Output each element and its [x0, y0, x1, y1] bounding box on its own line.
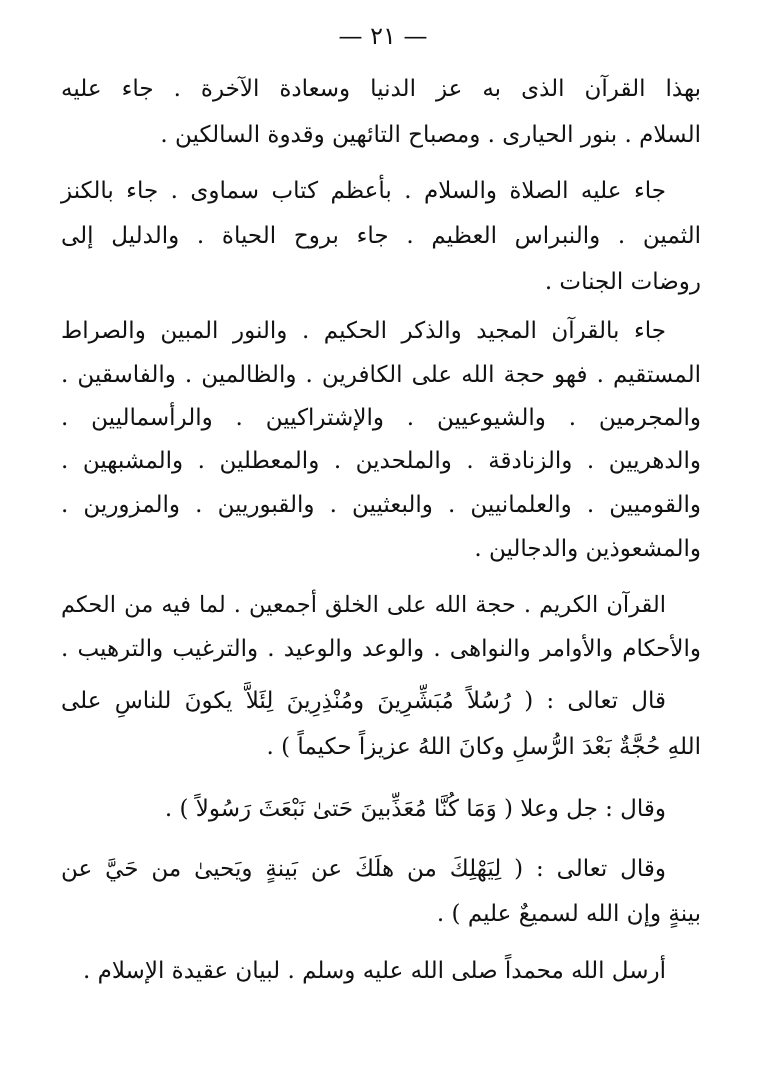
text-line: السلام . بنور الحيارى . ومصباح التائهين وقدوة السالكين . — [160, 122, 701, 148]
quran-verse-line: اللهِ حُجَّةٌ بَعْدَ الرُّسلِ وكانَ اللهُ عزيزاً حكيماً ) . — [266, 734, 701, 760]
text-line: أرسل الله محمداً صلى الله عليه وسلم . لبيان عقيدة الإسلام . — [82, 958, 666, 984]
quran-verse-line: قال تعالى : ( رُسُلاً مُبَشِّرِينَ ومُنْذِرِينَ لِئَلاَّ يكونَ للناسِ على — [61, 688, 666, 714]
text-line: المستقيم . فهو حجة الله على الكافرين . والظالمين . والفاسقين . — [61, 362, 701, 388]
text-line: جاء عليه الصلاة والسلام . بأعظم كتاب سماوى . جاء بالكنز — [61, 178, 666, 204]
text-line: جاء بالقرآن المجيد والذكر الحكيم . والنور المبين والصراط — [61, 318, 666, 344]
quran-verse-line: بينةٍ وإن الله لسميعٌ عليم ) . — [436, 901, 701, 927]
text-line: والدهريين . والزنادقة . والملحدين . والمعطلين . والمشبهين . — [61, 448, 701, 474]
quran-verse-line: وقال : جل وعلا ( وَمَا كُنَّا مُعَذِّبينَ حَتىٰ نَبْعَثَ رَسُولاً ) . — [164, 796, 666, 822]
page-number: — ٢١ — — [338, 22, 428, 50]
text-line: والأحكام والأوامر والنواهى . والوعد والوعيد . والترغيب والترهيب . — [61, 636, 701, 662]
text-line: بهذا القرآن الذى به عز الدنيا وسعادة الآخرة . جاء عليه — [61, 76, 701, 102]
text-line: والمشعوذين والدجالين . — [474, 536, 701, 562]
text-line: الثمين . والنبراس العظيم . جاء بروح الحياة . والدليل إلى — [61, 223, 701, 249]
text-line: والقوميين . والعلمانيين . والبعثيين . والقبوريين . والمزورين . — [61, 492, 701, 518]
text-line: القرآن الكريم . حجة الله على الخلق أجمعين . لما فيه من الحكم — [61, 592, 666, 618]
text-line: روضات الجنات . — [544, 269, 701, 295]
text-line: والمجرمين . والشيوعيين . والإشتراكيين . والرأسماليين . — [61, 405, 701, 431]
quran-verse-line: وقال تعالى : ( لِيَهْلِكَ من هلَكَ عن بَينةٍ ويَحيىٰ من حَيَّ عن — [61, 856, 666, 882]
